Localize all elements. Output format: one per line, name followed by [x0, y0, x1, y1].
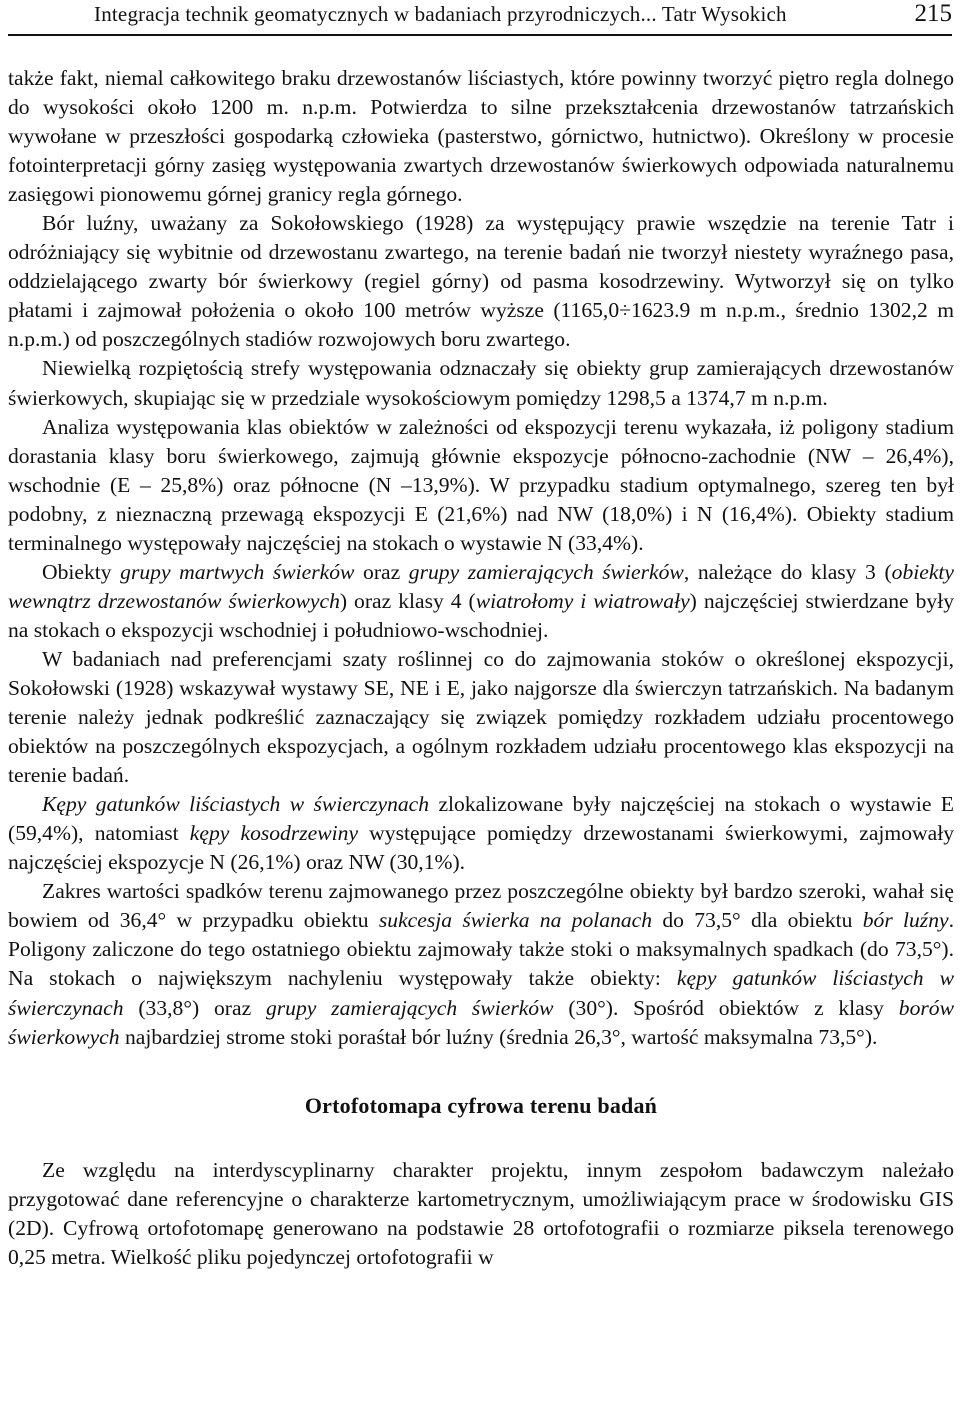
- italic-term: obiekty wewnątrz drzewostanów świerkowych: [8, 559, 954, 613]
- paragraph-spadki-terenu: [8, 877, 954, 1051]
- italic-term: kępy gatunków liściastych w świerczynach: [8, 966, 954, 1020]
- section-heading: Ortofotomapa cyfrowa terenu badań: [304, 1092, 658, 1118]
- italic-term: grupy zamierających świerków: [408, 559, 684, 584]
- italic-term: bór luźny: [862, 908, 949, 933]
- italic-term: kępy kosodrzewiny: [189, 821, 359, 846]
- italic-term: wiatrołomy i wiatrowały: [475, 588, 690, 613]
- text-run: Zakres wartości spadków terenu zajmowanego przez poszczególne obiekty był bardzo szeroki, wahał się bowiem od 36,4° w przypadku obiektu: [8, 879, 954, 933]
- text-run: Analiza występowania klas obiektów w zależności od ekspozycji terenu wykazała, iż poligony stadium dorastania klasy boru świerkowego, zajmują głównie ekspozycje północno-zachodnie (NW – 26,4%), wschodnie (E – 25,8%) oraz północne (N –13,9%). W przypadku stadium optymalnego, szereg ten był podobny, z nieznaczną przewagą ekspozycji E (21,6%) nad NW (18,0%) i N (16,4%). Obiekty stadium terminalnego występowały najczęściej na stokach o wystawie N (33,4%).: [8, 414, 954, 555]
- paragraph-grupy-martwych: [8, 558, 954, 645]
- italic-term: grupy martwych świerków: [120, 559, 355, 584]
- italic-term: borów świerkowych: [8, 995, 954, 1049]
- text-run: Ze względu na interdyscyplinarny charakter projektu, innym zespołom badawczym należało przygotować dane referencyjne o charakterze kartometrycznym, umożliwiającym prace w środowisku GIS (2D). Cyfrową ortofotomapę generowano na podstawie 28 ortofotografii o rozmiarze piksela terenowego 0,25 metra. Wielkość pliku pojedynczej ortofotografii w: [8, 1157, 954, 1269]
- article-body: [8, 64, 954, 1272]
- running-head-title: Integracja technik geomatycznych w badaniach przyrodniczych... Tatr Wysokich: [94, 2, 787, 26]
- text-run: występujące pomiędzy drzewostanami świerkowymi, zajmowały najczęściej ekspozycje N (26,1%) oraz NW (30,1%).: [8, 821, 954, 875]
- text-run: ) najczęściej stwierdzane były na stokach o ekspozycji wschodniej i południowo-wschodniej.: [8, 588, 955, 642]
- paragraph-ekspozycja-analiza: [8, 413, 954, 558]
- text-run: Niewielką rozpiętością strefy występowania odznaczały się obiekty grup zamierających drzewostanów świerkowych, skupiając się w przedziale wysokościowym pomiędzy 1298,5 a 1374,7 m n.p.m.: [8, 356, 954, 410]
- text-run: (30°). Spośród obiektów z klasy: [553, 995, 899, 1020]
- text-run: Bór luźny, uważany za Sokołowskiego (1928) za występujący prawie wszędzie na terenie Tatr i odróżniający się wybitnie od drzewostanu zwartego, na terenie badań nie tworzył niestety wyraźnego pasa, oddzielającego zwarty bór świerkowy (regiel górny) od pasma kosodrzewiny. Wytworzył się on tylko płatami i zajmował położenia o około 100 metrów wyższe (1165,0÷1623.9 m n.p.m., średnio 1302,2 m n.p.m.) od poszczególnych stadiów rozwojowych boru zwartego.: [8, 211, 954, 352]
- text-run: oraz: [354, 559, 409, 584]
- text-run: ) oraz klasy 4 (: [339, 588, 476, 613]
- running-header: [8, 0, 952, 36]
- text-run: (33,8°) oraz: [123, 995, 266, 1020]
- italic-term: sukcesja świerka na polanach: [378, 908, 653, 933]
- text-run: W badaniach nad preferencjami szaty roślinnej co do zajmowania stoków o określonej ekspozycji, Sokołowski (1928) wskazywał wystawy SE, NE i E, jako najgorsze dla świerczyn tatrzańskich. Na badanym terenie należy jednak podkreślić zaznaczający się związek pomiędzy rozkładem udziału procentowego obiektów na poszczególnych ekspozycjach, a ogólnym rozkładem udziału procentowego klas ekspozycji na terenie badań.: [8, 646, 954, 788]
- paragraph-continuation: [8, 64, 954, 209]
- paragraph-grupy-zamierajace: [8, 354, 954, 412]
- text-run: najbardziej strome stoki poraśtał bór luźny (średnia 26,3°, wartość maksymalna 73,5°).: [119, 1024, 878, 1049]
- text-run: . Poligony zaliczone do tego ostatniego obiektu zajmowały także stoki o maksymalnych spadkach (do 73,5°). Na stokach o największym nachyleniu występowały także obiekty:: [8, 908, 954, 991]
- text-run: zlokalizowane były najczęściej na stokach o wystawie E (59,4%), natomiast: [8, 792, 954, 846]
- text-run: także fakt, niemal całkowitego braku drzewostanów liściastych, które powinny tworzyć piętro regla dolnego do wysokości około 1200 m. n.p.m. Potwierdza to silne przekształcenia drzewostanów tatrzańskich wywołane w przeszłości gospodarką człowieka (pasterstwo, górnictwo, hutnictwo). Określony w procesie fotointerpretacji górny zasięg występowania zwartych drzewostanów świerkowych odpowiada naturalnemu zasięgowi pionowemu górnej granicy regla górnego.: [8, 66, 954, 207]
- text-run: do 73,5° dla obiektu: [652, 908, 863, 933]
- paragraph-kepy-lisciaste: [8, 790, 954, 877]
- italic-term: grupy zamierających świerków: [265, 995, 554, 1020]
- page-number: 215: [914, 0, 952, 27]
- paragraph-preferencje-szaty: [8, 645, 954, 790]
- italic-term: Kępy gatunków liściastych w świerczynach: [42, 792, 430, 817]
- text-run: , należące do klasy 3 (: [683, 559, 892, 584]
- paragraph-ortofotomapa: [8, 1156, 954, 1272]
- paragraph-bor-luzny: [8, 209, 954, 354]
- text-run: Obiekty: [42, 559, 121, 584]
